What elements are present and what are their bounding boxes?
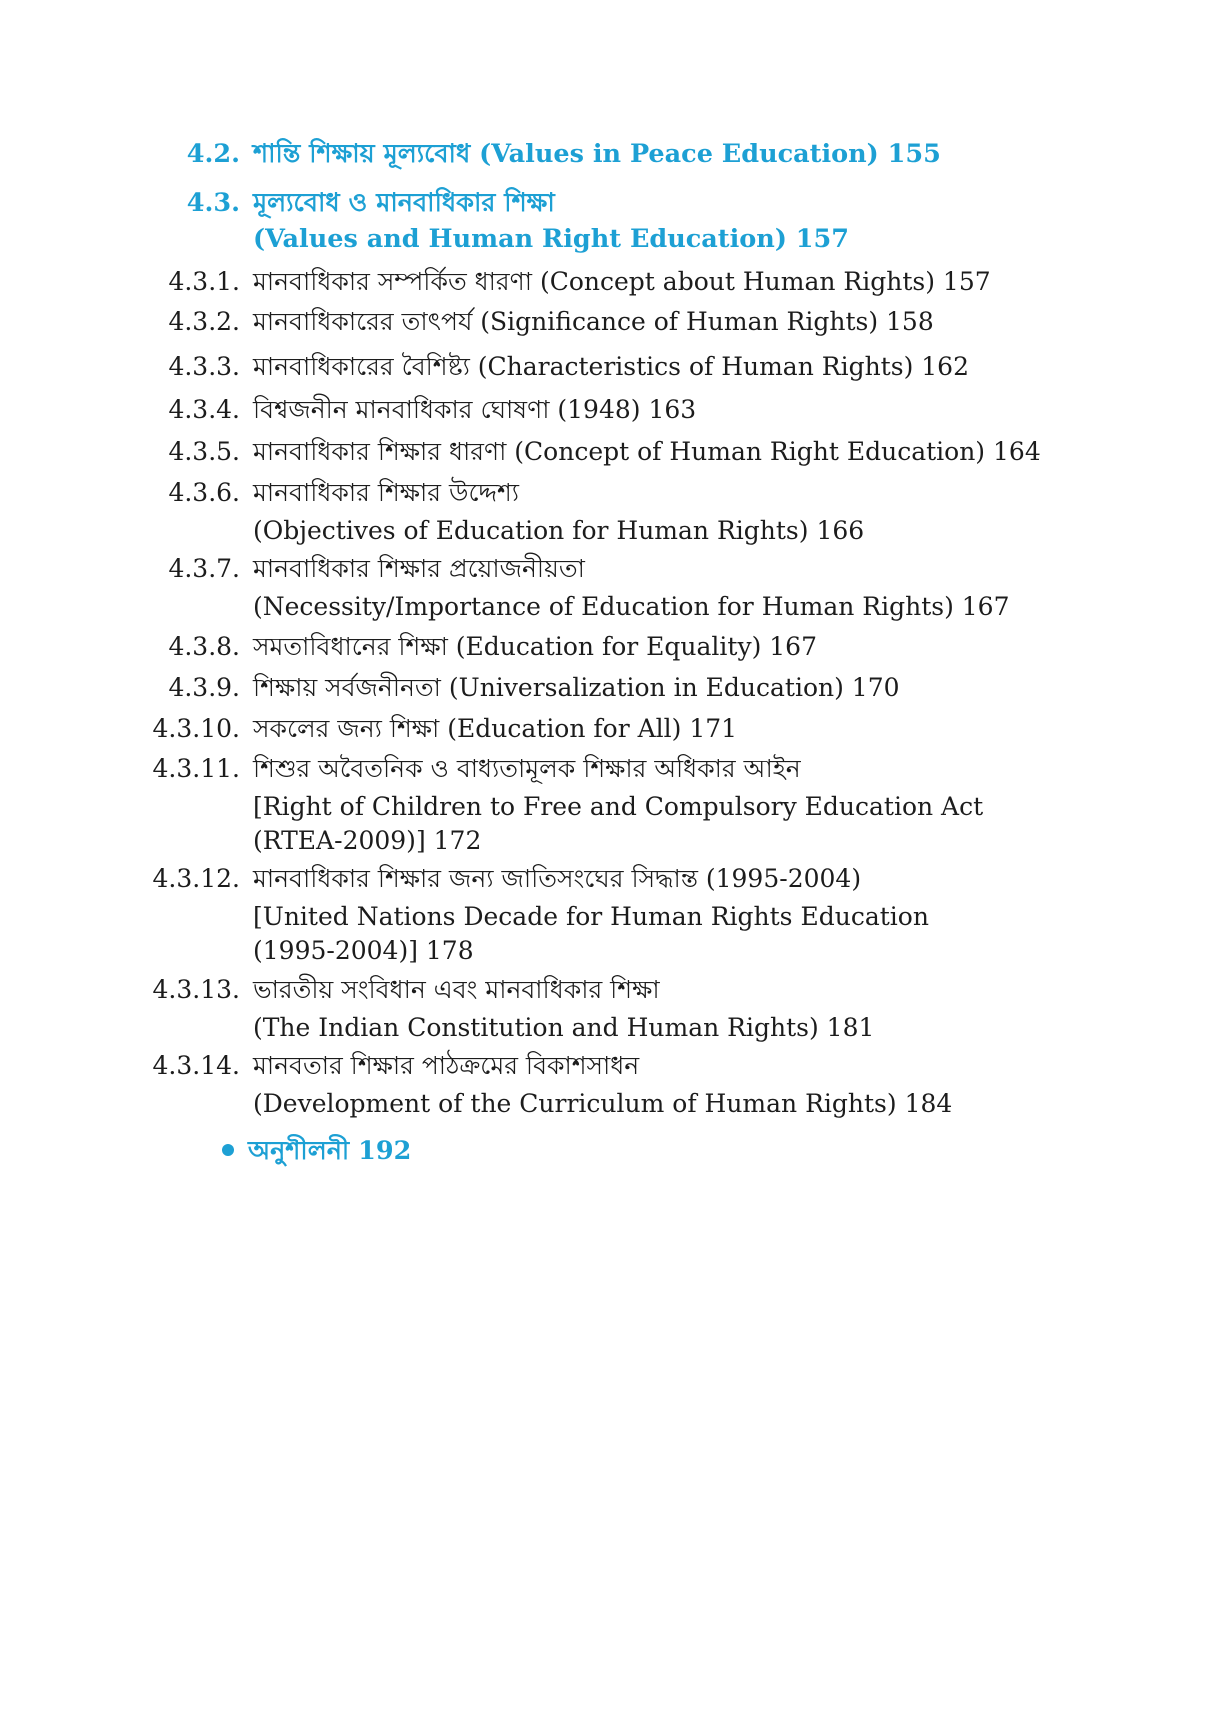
toc-entry-4-3-5[interactable]: [0, 437, 1214, 467]
toc-number: 4.3.: [186, 188, 240, 218]
toc-entry-exercise[interactable]: [222, 1136, 411, 1166]
toc-title: সকলের জন্য শিক্ষা (Education for All) 171: [253, 714, 738, 743]
toc-title: শিশুর অবৈতনিক ও বাধ্যতামূলক শিক্ষার অধিকার আইন: [253, 754, 801, 783]
toc-number: 4.3.2.: [168, 307, 240, 336]
toc-title-continuation: (Values and Human Right Education) 157: [253, 224, 849, 254]
toc-title-continuation: (Objectives of Education for Human Rights) 166: [253, 516, 865, 545]
toc-title: বিশ্বজনীন মানবাধিকার ঘোষণা (1948) 163: [253, 395, 697, 424]
toc-title: মানবাধিকার শিক্ষার প্রয়োজনীয়তা: [253, 554, 585, 583]
toc-title-continuation: [United Nations Decade for Human Rights Education: [253, 902, 929, 931]
toc-number: 4.3.1.: [168, 267, 240, 296]
toc-title-continuation: (1995-2004)] 178: [253, 936, 474, 965]
toc-entry-4-3-12[interactable]: [0, 864, 1214, 894]
toc-entry-4-3[interactable]: [0, 188, 1214, 218]
toc-number: 4.3.14.: [152, 1051, 240, 1080]
toc-number: 4.3.11.: [152, 754, 240, 783]
toc-entry-4-3-1[interactable]: [0, 267, 1214, 297]
toc-title: মানবাধিকার শিক্ষার জন্য জাতিসংঘের সিদ্ধান্ত (1995-2004): [253, 864, 862, 893]
toc-title: মানবাধিকার শিক্ষার উদ্দেশ্য: [253, 478, 520, 507]
bullet-icon: [222, 1144, 234, 1156]
toc-number: 4.3.8.: [168, 632, 240, 661]
toc-number: 4.3.3.: [168, 352, 240, 381]
toc-number: 4.3.7.: [168, 554, 240, 583]
toc-number: 4.3.12.: [152, 864, 240, 893]
toc-title-continuation: (The Indian Constitution and Human Rights) 181: [253, 1013, 875, 1042]
toc-entry-4-3-11[interactable]: [0, 754, 1214, 784]
toc-title: মানবাধিকার সম্পর্কিত ধারণা (Concept about Human Rights) 157: [253, 267, 991, 296]
toc-title: মানবতার শিক্ষার পাঠক্রমের বিকাশসাধন: [253, 1051, 640, 1080]
toc-number: 4.3.4.: [168, 395, 240, 424]
toc-title: ভারতীয় সংবিধান এবং মানবাধিকার শিক্ষা: [253, 975, 660, 1004]
toc-title: শিক্ষায় সর্বজনীনতা (Universalization in Education) 170: [253, 673, 900, 702]
toc-title-continuation: (Development of the Curriculum of Human Rights) 184: [253, 1089, 953, 1118]
toc-number: 4.2.: [186, 139, 240, 169]
toc-entry-4-3-10[interactable]: [0, 714, 1214, 744]
toc-title-continuation: [Right of Children to Free and Compulsory Education Act: [253, 792, 984, 821]
toc-title: মানবাধিকার শিক্ষার ধারণা (Concept of Human Right Education) 164: [253, 437, 1041, 466]
toc-number: 4.3.9.: [168, 673, 240, 702]
toc-title: মানবাধিকারের বৈশিষ্ট্য (Characteristics of Human Rights) 162: [253, 352, 969, 381]
toc-title: শান্তি শিক্ষায় মূল্যবোধ (Values in Peace Education) 155: [253, 139, 941, 169]
toc-title: সমতাবিধানের শিক্ষা (Education for Equality) 167: [253, 632, 817, 661]
toc-entry-4-3-2[interactable]: [0, 307, 1214, 337]
toc-entry-4-3-7[interactable]: [0, 554, 1214, 584]
toc-entry-4-3-3[interactable]: [0, 352, 1214, 382]
toc-title: অনুশীলনী 192: [248, 1136, 412, 1166]
toc-number: 4.3.5.: [168, 437, 240, 466]
toc-entry-4-3-14[interactable]: [0, 1051, 1214, 1081]
toc-title-continuation: (RTEA-2009)] 172: [253, 826, 482, 855]
toc-title: মূল্যবোধ ও মানবাধিকার শিক্ষা: [253, 188, 555, 218]
toc-entry-4-2[interactable]: [0, 139, 1214, 169]
toc-title-continuation: (Necessity/Importance of Education for Human Rights) 167: [253, 592, 1010, 621]
toc-number: 4.3.10.: [152, 714, 240, 743]
toc-title: মানবাধিকারের তাৎপর্য (Significance of Human Rights) 158: [253, 307, 934, 336]
toc-entry-4-3-6[interactable]: [0, 478, 1214, 508]
toc-entry-4-3-4[interactable]: [0, 395, 1214, 425]
toc-entry-4-3-13[interactable]: [0, 975, 1214, 1005]
toc-entry-4-3-9[interactable]: [0, 673, 1214, 703]
toc-entry-4-3-8[interactable]: [0, 632, 1214, 662]
toc-number: 4.3.13.: [152, 975, 240, 1004]
toc-number: 4.3.6.: [168, 478, 240, 507]
